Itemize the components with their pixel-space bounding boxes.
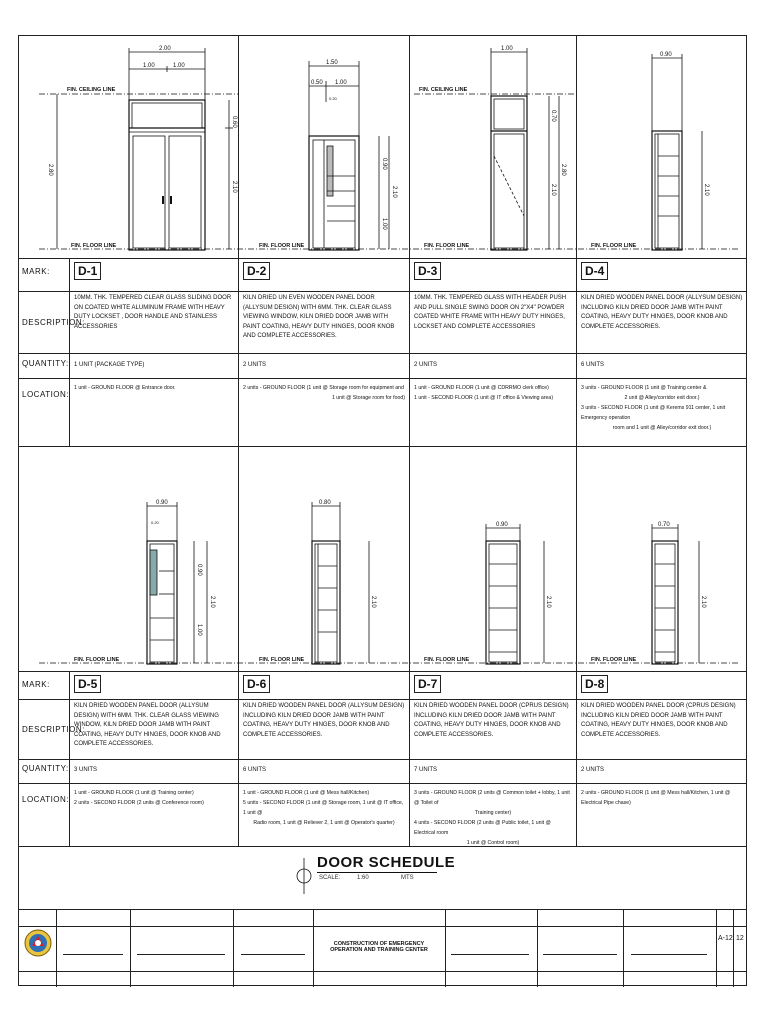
door-elevations-top: [19, 36, 748, 258]
location-line: 1 unit - SECOND FLOOR (1 unit @ IT office & Viewing area): [414, 395, 554, 401]
location-line: 2 units - GROUND FLOOR (1 unit @ Storage room for equipment and: [243, 385, 404, 391]
location-d4: [581, 383, 743, 433]
mark-d2: D-2: [243, 262, 270, 280]
location-d7: [414, 788, 572, 848]
mark-d7: D-7: [414, 675, 441, 693]
d1-half-dim: 1.00: [173, 63, 185, 69]
quantity-d3: 2 UNITS: [414, 362, 438, 368]
mark-d6: D-6: [243, 675, 270, 693]
floor-line-label: FIN. FLOOR LINE: [71, 243, 117, 249]
schedule-title: DOOR SCHEDULE: [317, 854, 456, 871]
location-line: room and 1 unit @ Alley/corridor exit door.): [612, 425, 712, 431]
quantity-d7: 7 UNITS: [414, 767, 438, 773]
d1-transom-dim: 0.60: [231, 116, 237, 128]
mark-d5: D-5: [74, 675, 101, 693]
d5-glass-dim: 0.20: [151, 520, 159, 525]
location-line: 2 units - GROUND FLOOR (1 unit @ Mess hall/Kitchen, 1 unit @ Electrical Pipe chase): [581, 790, 731, 806]
location-d2: [243, 383, 405, 403]
d2-glass-dim: 0.20: [329, 96, 337, 101]
quantity-d2: 2 UNITS: [243, 362, 267, 368]
d7-door-dim: 2.10: [545, 596, 551, 608]
project-title: CONSTRUCTION OF EMERGENCY OPERATION AND TRAINING CENTER: [330, 941, 428, 953]
mark-d3: D-3: [414, 262, 441, 280]
location-line: Training center): [474, 810, 512, 816]
d1-door-dim: 2.10: [231, 181, 237, 193]
ceiling-line-label: FIN. CEILING LINE: [419, 87, 468, 93]
location-line: 2 units - SECOND FLOOR (2 units @ Conference room): [74, 800, 204, 806]
scale-units: MTS: [401, 875, 414, 881]
d7-width-dim: 0.90: [496, 522, 508, 528]
quantity-label: QUANTITY:: [22, 359, 69, 368]
description-d1: 10MM. THK. TEMPERED CLEAR GLASS SLIDING DOOR ON COATED WHITE ALUMINUM FRAME WITH HEAVY DUTY LOCKSET , DOOR HANDLE AND STAINLESS ACCESSORIES: [74, 295, 232, 330]
quantity-d8: 2 UNITS: [581, 767, 605, 773]
d2-left-dim: 0.50: [311, 80, 323, 86]
floor-line-label: FIN. FLOOR LINE: [424, 657, 470, 663]
mark-d4: D-4: [581, 262, 608, 280]
location-line: 1 unit @ Storage room for food): [331, 395, 405, 401]
location-line: 3 units - SECOND FLOOR (1 unit @ Kerems 911 center, 1 unit Emergency operation: [581, 405, 726, 421]
d5-door-dim: 2.10: [209, 596, 215, 608]
floor-line-label: FIN. FLOOR LINE: [259, 657, 305, 663]
location-label: LOCATION:: [22, 795, 70, 804]
description-d8: KILN DRIED WOODEN PANEL DOOR (CPRUS DESIGN) INCLUDING KILN DRIED DOOR JAMB WITH PAINT COATING, HEAVY DUTY HINGES, DOOR KNOB AND COMPLETE ACCESSORIES.: [581, 703, 736, 738]
mark-d8: D-8: [581, 675, 608, 693]
quantity-d1: 1 UNIT (PACKAGE TYPE): [74, 362, 145, 368]
d8-width-dim: 0.70: [658, 522, 670, 528]
floor-line-label: FIN. FLOOR LINE: [591, 243, 637, 249]
d4-door-dim: 2.10: [703, 184, 709, 196]
d3-width-dim: 1.00: [501, 46, 513, 52]
scale-label: SCALE:: [319, 875, 341, 881]
mark-label: MARK:: [22, 680, 50, 689]
quantity-label: QUANTITY:: [22, 764, 69, 773]
location-d5: [74, 788, 234, 808]
location-label: LOCATION:: [22, 390, 70, 399]
description-d4: KILN DRIED WOODEN PANEL DOOR (ALLYSUM DESIGN) INCLUDING KILN DRIED DOOR JAMB WITH PAINT COATING, HEAVY DUTY HINGES, DOOR KNOB AND COMPLETE ACCESSORIES.: [581, 295, 743, 330]
quantity-d4: 6 UNITS: [581, 362, 605, 368]
location-d6: [243, 788, 405, 828]
location-line: 1 unit - GROUND FLOOR @ Entrance door.: [74, 385, 176, 391]
d2-upper-dim: 0.90: [381, 158, 387, 170]
d2-door-dim: 2.10: [391, 186, 397, 198]
description-d2: KILN DRIED UN EVEN WOODEN PANEL DOOR (ALLYSUM DESIGN) WITH 6MM. THK. CLEAR GLASS VIEWING WINDOW, KILN DRIED DOOR JAMB WITH PAINT COATING, HEAVY DUTY HINGES, DOOR KNOB AND COMPLETE ACCESSORIES.: [243, 295, 395, 339]
mark-label: MARK:: [22, 267, 50, 276]
d8-door-dim: 2.10: [700, 596, 706, 608]
location-line: 1 unit - GROUND FLOOR (1 unit @ Mess hall/Kitchen): [243, 790, 370, 796]
d2-lower-dim: 1.00: [381, 218, 387, 230]
floor-line-label: FIN. FLOOR LINE: [74, 657, 120, 663]
quantity-d6: 6 UNITS: [243, 767, 267, 773]
location-line: 2 unit @ Alley/corridor exit door.): [624, 395, 700, 401]
floor-line-label: FIN. FLOOR LINE: [591, 657, 637, 663]
location-line: Radio room, 1 unit @ Reliever 2, 1 unit @ Operator's quarter): [253, 820, 395, 826]
scale-value: 1:60: [357, 875, 369, 881]
description-d5: KILN DRIED WOODEN PANEL DOOR (ALLYSUM DESIGN) WITH 6MM. THK. CLEAR GLASS VIEWING WINDOW, KILN DRIED DOOR JAMB WITH PAINT COATING, HEAVY DUTY HINGES, DOOR KNOB AND COMPLETE ACCESSORIES.: [74, 703, 221, 747]
location-line: 4 units - SECOND FLOOR (2 units @ Public toilet, 1 unit @ Electrical room: [414, 820, 551, 836]
seal-logo-icon: [23, 928, 53, 958]
d3-door-dim: 2.10: [550, 184, 556, 196]
location-line: 1 unit - GROUND FLOOR (1 unit @ Training center): [74, 790, 194, 796]
location-line: 3 units - GROUND FLOOR (1 unit @ Training center &: [581, 385, 707, 391]
sheet-label: A-12: [718, 935, 733, 942]
d2-width-dim: 1.50: [326, 60, 338, 66]
d1-half-dim: 1.00: [143, 63, 155, 69]
d4-width-dim: 0.90: [660, 52, 672, 58]
location-line: 5 units - SECOND FLOOR (1 unit @ Storage room, 1 unit @ IT office, 1 unit @: [243, 800, 404, 816]
d1-total-dim: 2.80: [47, 164, 53, 176]
description-label: DESCRIPTION:: [22, 318, 85, 327]
mark-d1: D-1: [74, 262, 101, 280]
d3-transom-dim: 0.70: [550, 110, 556, 122]
ceiling-line-label: FIN. CEILING LINE: [67, 87, 116, 93]
location-line: 3 units - GROUND FLOOR (2 units @ Common toilet + lobby, 1 unit @ Toilet of: [414, 790, 570, 806]
d6-width-dim: 0.80: [319, 500, 331, 506]
door-elevations-bottom: [19, 446, 748, 671]
d5-width-dim: 0.90: [156, 500, 168, 506]
location-line: 1 unit - GROUND FLOOR (1 unit @ CDRRMO clerk office): [414, 385, 549, 391]
d5-upper-dim: 0.90: [196, 564, 202, 576]
d2-right-dim: 1.00: [335, 80, 347, 86]
description-d3: 10MM. THK. TEMPERED GLASS WITH HEADER PUSH AND PULL SINGLE SWING DOOR ON 2"X4" POWDER COATED WHITE FRAME WITH HEAVY DUTY HINGES, LOCKSET AND COMPLETE ACCESSORIES: [414, 295, 567, 330]
location-d3: [414, 383, 572, 403]
description-d7: KILN DRIED WOODEN PANEL DOOR (CPRUS DESIGN) INCLUDING KILN DRIED DOOR JAMB WITH PAINT COATING, HEAVY DUTY HINGES, DOOR KNOB AND COMPLETE ACCESSORIES.: [414, 703, 569, 738]
d5-lower-dim: 1.00: [196, 624, 202, 636]
floor-line-label: FIN. FLOOR LINE: [424, 243, 470, 249]
description-d6: KILN DRIED WOODEN PANEL DOOR (ALLYSUM DESIGN) INCLUDING KILN DRIED DOOR JAMB WITH PAINT COATING, HEAVY DUTY HINGES, DOOR KNOB AND COMPLETE ACCESSORIES.: [243, 703, 405, 738]
d1-width-dim: 2.00: [159, 46, 171, 52]
floor-line-label: FIN. FLOOR LINE: [259, 243, 305, 249]
location-d1: [74, 383, 234, 393]
quantity-d5: 3 UNITS: [74, 767, 98, 773]
d6-door-dim: 2.10: [370, 596, 376, 608]
drawing-sheet: [18, 35, 747, 986]
location-line: 1 unit @ Control room): [466, 840, 520, 846]
location-d8: [581, 788, 743, 808]
description-label: DESCRIPTION:: [22, 725, 85, 734]
sheet-number: 12: [736, 935, 744, 942]
d3-total-dim: 2.80: [560, 164, 566, 176]
